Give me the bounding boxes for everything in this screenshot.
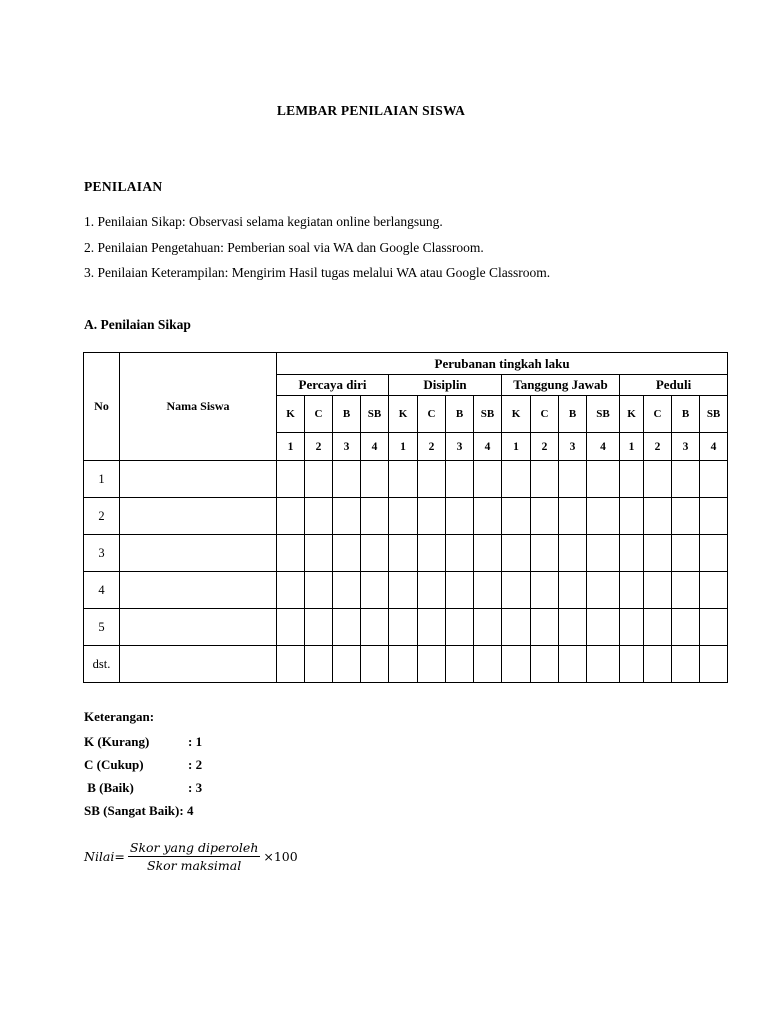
name-column-header: Nama Siswa	[120, 353, 277, 461]
score-cell[interactable]	[446, 461, 474, 498]
score-cell[interactable]	[644, 572, 672, 609]
score-cell[interactable]	[700, 461, 728, 498]
score-cell[interactable]	[587, 498, 620, 535]
score-cell[interactable]	[389, 646, 418, 683]
score-cell[interactable]	[418, 609, 446, 646]
legend-label: K (Kurang)	[84, 734, 150, 749]
score-header-cell: 1	[389, 433, 418, 461]
score-cell[interactable]	[672, 461, 700, 498]
score-cell[interactable]	[333, 572, 361, 609]
score-header-cell: 2	[644, 433, 672, 461]
code-header-cell: SB	[474, 396, 502, 433]
student-name-cell[interactable]	[120, 535, 277, 572]
score-cell[interactable]	[418, 498, 446, 535]
formula-fraction	[128, 840, 261, 873]
table-row	[84, 498, 728, 535]
code-header-cell: C	[531, 396, 559, 433]
score-cell[interactable]	[559, 461, 587, 498]
score-cell[interactable]	[361, 498, 389, 535]
score-header-cell: 1	[502, 433, 531, 461]
score-cell[interactable]	[305, 461, 333, 498]
formula-denominator: Skor maksimal	[147, 858, 242, 873]
table-row	[84, 461, 728, 498]
row-number: 3	[84, 535, 120, 572]
score-cell[interactable]	[333, 498, 361, 535]
score-cell[interactable]	[474, 498, 502, 535]
table-row	[84, 535, 728, 572]
legend-item-c	[84, 757, 202, 773]
student-name-cell[interactable]	[120, 572, 277, 609]
aspect-header-care: Peduli	[620, 375, 728, 396]
score-header-cell: 3	[559, 433, 587, 461]
score-cell[interactable]	[531, 609, 559, 646]
method-item-attitude: 1. Penilaian Sikap: Observasi selama kegiatan online berlangsung.	[84, 214, 443, 229]
score-cell[interactable]	[418, 572, 446, 609]
score-header-cell: 2	[305, 433, 333, 461]
code-header-cell: B	[672, 396, 700, 433]
score-cell[interactable]	[418, 646, 446, 683]
score-cell[interactable]	[277, 609, 305, 646]
legend-value: : 4	[179, 803, 194, 818]
score-cell[interactable]	[361, 609, 389, 646]
score-cell[interactable]	[389, 498, 418, 535]
score-cell[interactable]	[446, 498, 474, 535]
score-cell[interactable]	[389, 461, 418, 498]
score-header-cell: 3	[446, 433, 474, 461]
score-header-cell: 1	[620, 433, 644, 461]
score-cell[interactable]	[672, 535, 700, 572]
score-cell[interactable]	[644, 609, 672, 646]
score-cell[interactable]	[700, 572, 728, 609]
score-cell[interactable]	[277, 646, 305, 683]
code-header-cell: C	[418, 396, 446, 433]
score-cell[interactable]	[531, 572, 559, 609]
score-cell[interactable]	[620, 646, 644, 683]
legend-item-b	[84, 780, 202, 796]
score-cell[interactable]	[587, 609, 620, 646]
score-cell[interactable]	[587, 461, 620, 498]
score-header-cell: 3	[333, 433, 361, 461]
score-cell[interactable]	[333, 609, 361, 646]
code-header-cell: K	[620, 396, 644, 433]
score-cell[interactable]	[700, 646, 728, 683]
score-header-cell: 4	[587, 433, 620, 461]
score-cell[interactable]	[587, 535, 620, 572]
score-cell[interactable]	[531, 646, 559, 683]
score-header-cell: 2	[531, 433, 559, 461]
student-name-cell[interactable]	[120, 609, 277, 646]
row-number: 1	[84, 461, 120, 498]
score-cell[interactable]	[474, 535, 502, 572]
score-formula	[84, 840, 298, 873]
score-cell[interactable]	[620, 572, 644, 609]
document-title: LEMBAR PENILAIAN SISWA	[276, 103, 466, 118]
legend-value: : 2	[188, 757, 203, 772]
score-cell[interactable]	[620, 461, 644, 498]
code-header-cell: K	[389, 396, 418, 433]
row-number: 2	[84, 498, 120, 535]
row-number: dst.	[84, 646, 120, 683]
score-cell[interactable]	[389, 572, 418, 609]
code-header-cell: B	[559, 396, 587, 433]
score-cell[interactable]	[361, 646, 389, 683]
score-cell[interactable]	[644, 498, 672, 535]
score-cell[interactable]	[474, 572, 502, 609]
score-cell[interactable]	[700, 535, 728, 572]
score-cell[interactable]	[474, 461, 502, 498]
method-item-knowledge: 2. Penilaian Pengetahuan: Pemberian soal via WA dan Google Classroom.	[84, 240, 484, 255]
score-cell[interactable]	[559, 498, 587, 535]
score-cell[interactable]	[305, 498, 333, 535]
legend-value: : 1	[188, 734, 203, 749]
section-heading: PENILAIAN	[84, 179, 163, 194]
score-cell[interactable]	[620, 609, 644, 646]
score-cell[interactable]	[700, 498, 728, 535]
score-cell[interactable]	[587, 646, 620, 683]
code-header-cell: B	[446, 396, 474, 433]
score-cell[interactable]	[333, 646, 361, 683]
score-cell[interactable]	[333, 461, 361, 498]
score-cell[interactable]	[672, 572, 700, 609]
attitude-assessment-table	[83, 352, 728, 683]
score-cell[interactable]	[305, 572, 333, 609]
score-cell[interactable]	[620, 535, 644, 572]
code-header-cell: SB	[361, 396, 389, 433]
score-cell[interactable]	[559, 646, 587, 683]
legend-title: Keterangan:	[84, 709, 155, 724]
student-name-cell[interactable]	[120, 461, 277, 498]
row-number: 4	[84, 572, 120, 609]
score-cell[interactable]	[446, 572, 474, 609]
score-cell[interactable]	[502, 609, 531, 646]
score-cell[interactable]	[277, 498, 305, 535]
legend-label: C (Cukup)	[84, 757, 144, 772]
code-header-cell: K	[502, 396, 531, 433]
score-cell[interactable]	[277, 461, 305, 498]
score-cell[interactable]	[361, 461, 389, 498]
legend-label: SB (Sangat Baik)	[84, 803, 180, 818]
score-cell[interactable]	[672, 609, 700, 646]
score-header-cell: 4	[361, 433, 389, 461]
score-cell[interactable]	[644, 461, 672, 498]
score-header-cell: 2	[418, 433, 446, 461]
score-cell[interactable]	[277, 572, 305, 609]
legend-label: B (Baik)	[84, 780, 134, 795]
subsection-heading: A. Penilaian Sikap	[84, 317, 191, 332]
score-cell[interactable]	[305, 609, 333, 646]
score-cell[interactable]	[389, 535, 418, 572]
row-number: 5	[84, 609, 120, 646]
score-cell[interactable]	[305, 646, 333, 683]
score-cell[interactable]	[361, 572, 389, 609]
score-cell[interactable]	[502, 498, 531, 535]
score-cell[interactable]	[531, 498, 559, 535]
score-cell[interactable]	[277, 535, 305, 572]
score-cell[interactable]	[700, 609, 728, 646]
table-row	[84, 646, 728, 683]
score-cell[interactable]	[620, 498, 644, 535]
score-cell[interactable]	[559, 572, 587, 609]
score-cell[interactable]	[672, 498, 700, 535]
code-header-cell: C	[305, 396, 333, 433]
legend-item-k	[84, 734, 202, 750]
score-cell[interactable]	[418, 535, 446, 572]
score-cell[interactable]	[531, 535, 559, 572]
formula-equals: =	[114, 849, 125, 864]
score-header-cell: 1	[277, 433, 305, 461]
score-header-cell: 3	[672, 433, 700, 461]
behavior-group-header: Perubanan tingkah laku	[277, 353, 728, 375]
score-cell[interactable]	[305, 535, 333, 572]
table-row	[84, 572, 728, 609]
score-cell[interactable]	[446, 646, 474, 683]
score-cell[interactable]	[333, 535, 361, 572]
table-row	[84, 609, 728, 646]
code-header-cell: SB	[587, 396, 620, 433]
code-header-cell: B	[333, 396, 361, 433]
score-header-cell: 4	[700, 433, 728, 461]
score-cell[interactable]	[559, 535, 587, 572]
score-cell[interactable]	[531, 461, 559, 498]
legend-value: : 3	[188, 780, 203, 795]
score-cell[interactable]	[502, 572, 531, 609]
score-cell[interactable]	[474, 609, 502, 646]
code-header-cell: K	[277, 396, 305, 433]
score-cell[interactable]	[559, 609, 587, 646]
score-cell[interactable]	[502, 535, 531, 572]
score-cell[interactable]	[361, 535, 389, 572]
score-cell[interactable]	[502, 646, 531, 683]
no-column-header: No	[84, 353, 120, 461]
aspect-header-discipline: Disiplin	[389, 375, 502, 396]
formula-multiplier: ×100	[263, 849, 298, 864]
score-cell[interactable]	[446, 535, 474, 572]
score-cell[interactable]	[446, 609, 474, 646]
method-item-skills: 3. Penilaian Keterampilan: Mengirim Hasil tugas melalui WA atau Google Classroom.	[84, 265, 551, 280]
score-cell[interactable]	[644, 646, 672, 683]
aspect-header-responsibility: Tanggung Jawab	[502, 375, 620, 396]
score-cell[interactable]	[644, 535, 672, 572]
score-cell[interactable]	[502, 461, 531, 498]
formula-numerator: Skor yang diperoleh	[129, 840, 259, 855]
code-header-cell: SB	[700, 396, 728, 433]
score-cell[interactable]	[672, 646, 700, 683]
legend-item-sb	[84, 803, 193, 819]
student-name-cell[interactable]	[120, 646, 277, 683]
score-header-cell: 4	[474, 433, 502, 461]
score-cell[interactable]	[389, 609, 418, 646]
code-header-cell: C	[644, 396, 672, 433]
score-cell[interactable]	[474, 646, 502, 683]
score-cell[interactable]	[418, 461, 446, 498]
score-cell[interactable]	[587, 572, 620, 609]
aspect-header-confidence: Percaya diri	[277, 375, 389, 396]
student-name-cell[interactable]	[120, 498, 277, 535]
formula-lhs: Nilai	[84, 849, 115, 864]
